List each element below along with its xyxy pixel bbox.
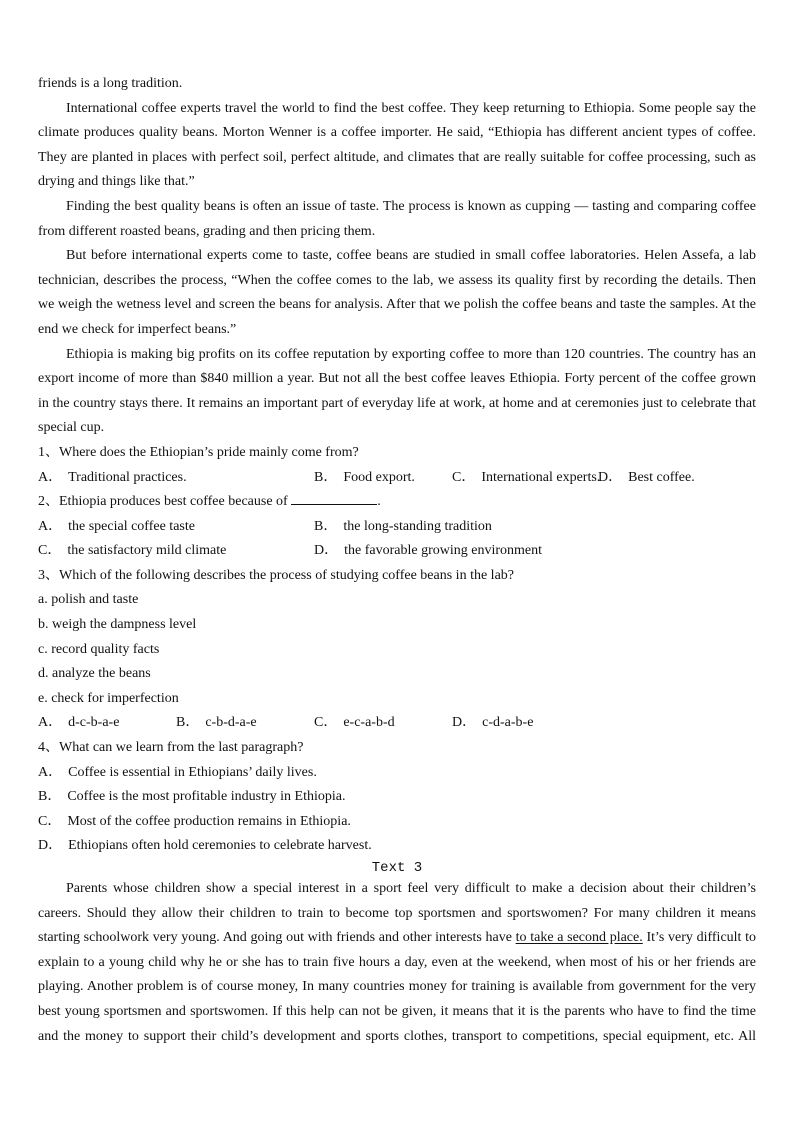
text-line: playing. Another problem is of course money, In many countries money for training is available from government for the very [38,979,756,995]
section-title: Text 3 [371,860,423,876]
step-e: e. check for imperfection [38,690,179,706]
text-line: we weigh the wetness level and screen the beans for analysis. After that we polish the coffee beans and taste the samples. At the [38,297,756,313]
text-line: export income of more than $840 million a year. But not all the best coffee leaves Ethiopia. Forty percent of the coffee grown [38,371,756,387]
option-a[interactable]: A． d-c-b-a-e [38,715,120,731]
option-b[interactable]: B． c-b-d-a-e [176,715,257,731]
question-4-stem: 4、What can we learn from the last paragraph? [38,740,304,756]
question-1-options [38,466,756,491]
text-line: But before international experts come to taste, coffee beans are studied in small coffee laboratories. Helen Assefa, a lab [66,248,756,264]
question-3-stem: 3、Which of the following describes the process of studying coffee beans in the lab? [38,567,514,583]
option-a[interactable]: A． Traditional practices. [38,469,187,485]
text-line: end we check for imperfect beans.” [38,321,237,337]
option-a[interactable]: A． Coffee is essential in Ethiopians’ daily lives. [38,764,317,780]
question-3-options [38,711,756,736]
question-2-stem: 2、Ethiopia produces best coffee because of . [38,490,756,515]
text-line: starting schoolwork very young. And going out with friends and other interests have to take a second place. It’s very difficult to [38,930,756,946]
passage-continuation: friends is a long tradition. [38,76,183,91]
step-d: d. analyze the beans [38,666,151,682]
option-d[interactable]: D． c-d-a-b-e [452,715,534,731]
text-line: International coffee experts travel the world to find the best coffee. They keep returning to Ethiopia. Some people say the [66,100,756,116]
passage-paragraph-1 [38,97,756,195]
passage-paragraph-4 [38,343,756,441]
option-d[interactable]: D． Best coffee. [598,469,695,485]
exam-page [38,72,756,1049]
underlined-phrase: to take a second place. [515,930,643,946]
text-line: Parents whose children show a special interest in a sport feel very difficult to make a decision about their children’s [66,881,756,896]
question-2-options-row-1 [38,515,756,540]
text-line: drying and things like that.” [38,174,195,190]
passage-paragraph-2 [38,195,756,244]
passage-3-paragraph-1 [38,877,756,1049]
step-a: a. polish and taste [38,592,139,608]
step-c: c. record quality facts [38,641,160,657]
text-line: special cup. [38,420,105,436]
question-1-stem: 1、Where does the Ethiopian’s pride mainly come from? [38,444,359,460]
option-c[interactable]: C． Most of the coffee production remains in Ethiopia. [38,813,351,829]
text-line: from different roasted beans, grading and then pricing them. [38,223,376,239]
option-c[interactable]: C． International experts. [452,469,601,485]
option-b[interactable]: B． Food export. [314,469,415,485]
option-d[interactable]: D． the favorable growing environment [314,543,543,559]
answer-blank [291,491,377,505]
step-b: b. weigh the dampness level [38,617,197,633]
text-line: best young sportsmen and sportswomen. If this help can not be given, it means that it is the parents who have to find the time [38,1003,756,1019]
text-line: Ethiopia is making big profits on its coffee reputation by exporting coffee to more than 120 countries. The country has an [66,346,756,362]
option-a[interactable]: A． the special coffee taste [38,518,195,534]
question-2-options-row-2 [38,539,756,564]
text-line: in the country stays there. It remains an important part of everyday life at work, at home and at ceremonies just to celebrate that [38,395,756,411]
option-b[interactable]: B． the long-standing tradition [314,518,492,534]
text-line: climate produces quality beans. Morton Wenner is a coffee importer. He said, “Ethiopia has different ancient types of coffee. [38,125,756,141]
option-c[interactable]: C． e-c-a-b-d [314,715,395,731]
passage-paragraph-3 [38,244,756,342]
text-line: technician, describes the process, “When the coffee comes to the lab, we assess its quality first by recording the details. Then [38,272,756,288]
option-b[interactable]: B． Coffee is the most profitable industry in Ethiopia. [38,789,346,805]
text-line: Finding the best quality beans is often an issue of taste. The process is known as cupping — tasting and comparing coffee [66,198,756,214]
option-c[interactable]: C． the satisfactory mild climate [38,543,227,559]
option-d[interactable]: D． Ethiopians often hold ceremonies to celebrate harvest. [38,838,372,854]
text-line: careers. Should they allow their children to train to become top sportsmen and sportswomen? For many children it means [38,905,756,921]
text-line: and the money to support their child’s development and sports clothes, transport to competitions, special equipment, etc. All [38,1028,756,1044]
text-line: They are planted in places with perfect soil, perfect altitude, and climates that are really suitable for coffee processing, such as [38,149,756,165]
text-line: explain to a young child why he or she has to train five hours a day, even at the weekend, when most of his or her friends are [38,954,756,970]
